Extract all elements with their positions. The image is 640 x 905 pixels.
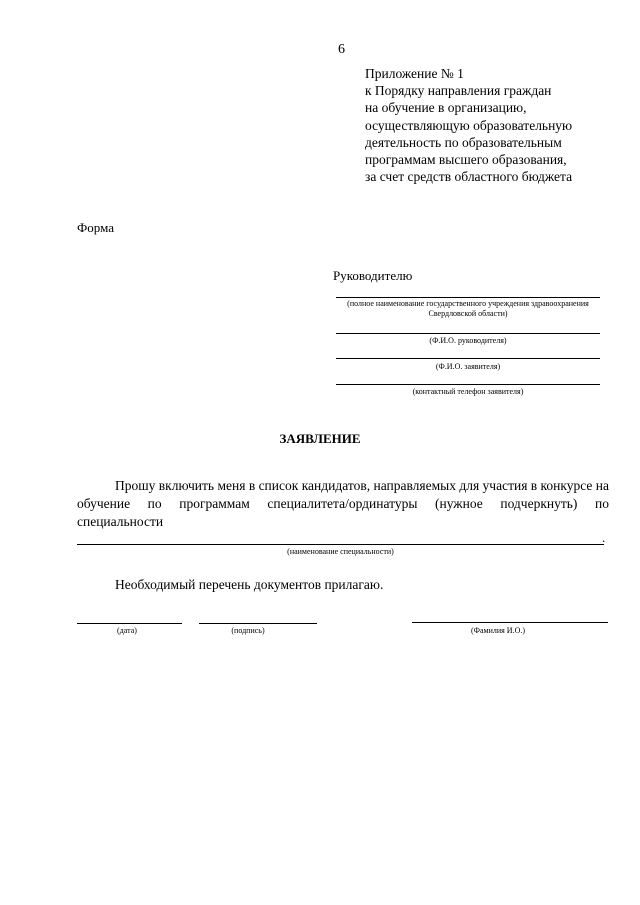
appendix-line: к Порядку направления граждан: [365, 83, 552, 99]
document-title: ЗАЯВЛЕНИЕ: [279, 431, 361, 446]
page-number: 6: [338, 42, 345, 57]
appendix-line: программам высшего образования,: [365, 152, 567, 168]
appendix-line: деятельность по образовательным: [365, 134, 562, 150]
appendix-line: на обучение в организацию,: [365, 100, 527, 116]
signature-field[interactable]: [199, 623, 317, 624]
application-paragraph: [77, 477, 609, 531]
phone-caption: (контактный телефон заявителя): [412, 387, 524, 396]
date-caption: (дата): [117, 626, 137, 635]
institution-caption-line1: (полное наименование государственного учреждения здравоохранения: [347, 299, 589, 308]
applicant-name-field[interactable]: [336, 358, 600, 359]
application-text: Прошу включить меня в список кандидатов, направляемых для участия в конкурсе на обучение по программам специалитета/ординатуры (нужное подчеркнуть) по специальности: [77, 478, 609, 529]
specialty-caption: (наименование специальности): [287, 547, 394, 556]
appendix-line: за счет средств областного бюджета: [365, 169, 573, 185]
institution-caption-line2: Свердловской области): [428, 309, 508, 318]
institution-field[interactable]: [336, 297, 600, 298]
institution-caption: [336, 299, 600, 319]
full-name-field[interactable]: [412, 622, 608, 623]
appendix-block: [365, 65, 572, 185]
director-name-field[interactable]: [336, 333, 600, 334]
specialty-period: .: [602, 530, 606, 545]
date-field[interactable]: [77, 623, 182, 624]
form-label: Форма: [77, 220, 114, 235]
documents-statement: Необходимый перечень документов прилагаю.: [115, 577, 384, 592]
applicant-caption: (Ф.И.О. заявителя): [435, 362, 501, 371]
director-caption: (Ф.И.О. руководителя): [429, 336, 507, 345]
phone-field[interactable]: [336, 384, 600, 385]
appendix-line: Приложение № 1: [365, 66, 464, 81]
full-name-caption: (Фамилия И.О.): [470, 626, 526, 635]
signature-caption: (подпись): [231, 626, 265, 635]
appendix-line: осуществляющую образовательную: [365, 117, 573, 133]
addressee-heading: Руководителю: [333, 268, 413, 283]
specialty-field[interactable]: [77, 544, 604, 545]
